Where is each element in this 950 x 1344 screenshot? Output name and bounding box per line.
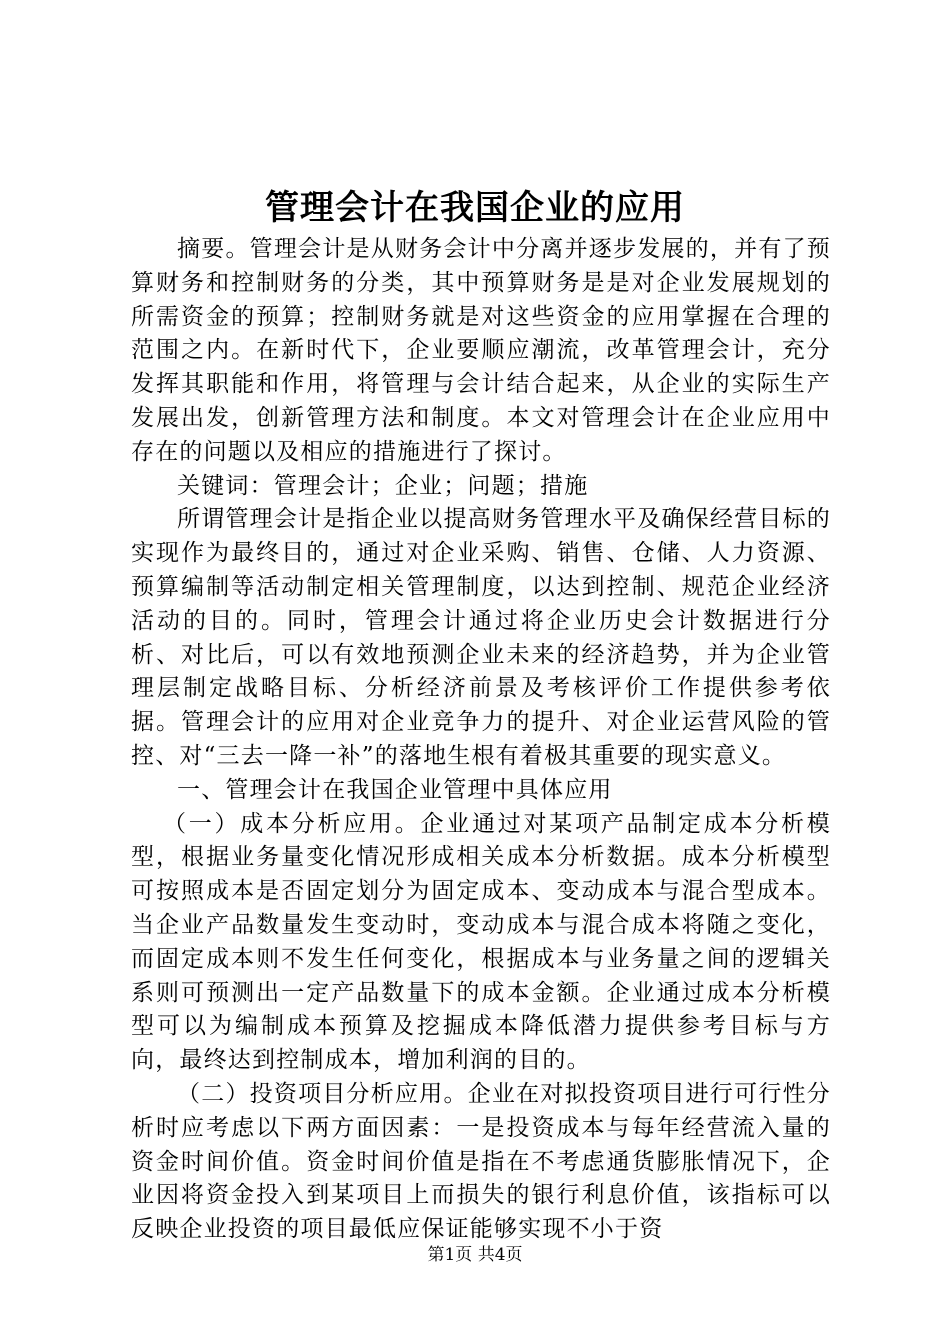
document-title: 管理会计在我国企业的应用 bbox=[265, 188, 685, 228]
keywords-paragraph: 关键词：管理会计；企业；问题；措施 bbox=[177, 472, 589, 499]
investment-analysis-paragraph: （二）投资项目分析应用。企业在对拟投资项目进行可行性分析时应考虑以下两方面因素：一是投资成本与每年经营流入量的资金时间价值。资金时间价值是指在不考虑通货膨胀情况下，企业因将资金投入到某项目上而损失的银行利息价值，该指标可以反映企业投资的项目最低应保证能够实现不小于资 bbox=[131, 1080, 831, 1243]
section-heading: 一、管理会计在我国企业管理中具体应用 bbox=[177, 776, 613, 803]
page-footer: 第1页 共4页 bbox=[427, 1245, 523, 1265]
cost-analysis-paragraph: （一）成本分析应用。企业通过对某项产品制定成本分析模型，根据业务量变化情况形成相关成本分析数据。成本分析模型可按照成本是否固定划分为固定成本、变动成本与混合型成本。当企业产品数量发生变动时，变动成本与混合成本将随之变化，而固定成本则不发生任何变化，根据成本与业务量之间的逻辑关系则可预测出一定产品数量下的成本金额。企业通过成本分析模型可以为编制成本预算及挖掘成本降低潜力提供参考目标与方向，最终达到控制成本，增加利润的目的。 bbox=[131, 810, 831, 1074]
intro-paragraph: 所谓管理会计是指企业以提高财务管理水平及确保经营目标的实现作为最终目的，通过对企业采购、销售、仓储、人力资源、预算编制等活动制定相关管理制度，以达到控制、规范企业经济活动的目的。同时，管理会计通过将企业历史会计数据进行分析、对比后，可以有效地预测企业未来的经济趋势，并为企业管理层制定战略目标、分析经济前景及考核评价工作提供参考依据。管理会计的应用对企业竞争力的提升、对企业运营风险的管控、对“三去一降一补”的落地生根有着极其重要的现实意义。 bbox=[131, 506, 831, 769]
abstract-paragraph: 摘要。管理会计是从财务会计中分离并逐步发展的，并有了预算财务和控制财务的分类，其中预算财务是是对企业发展规划的所需资金的预算；控制财务就是对这些资金的应用掌握在合理的范围之内。在新时代下，企业要顺应潮流，改革管理会计，充分发挥其职能和作用，将管理与会计结合起来，从企业的实际生产发展出发，创新管理方法和制度。本文对管理会计在企业应用中存在的问题以及相应的措施进行了探讨。 bbox=[131, 236, 831, 465]
document-body bbox=[131, 233, 831, 1247]
